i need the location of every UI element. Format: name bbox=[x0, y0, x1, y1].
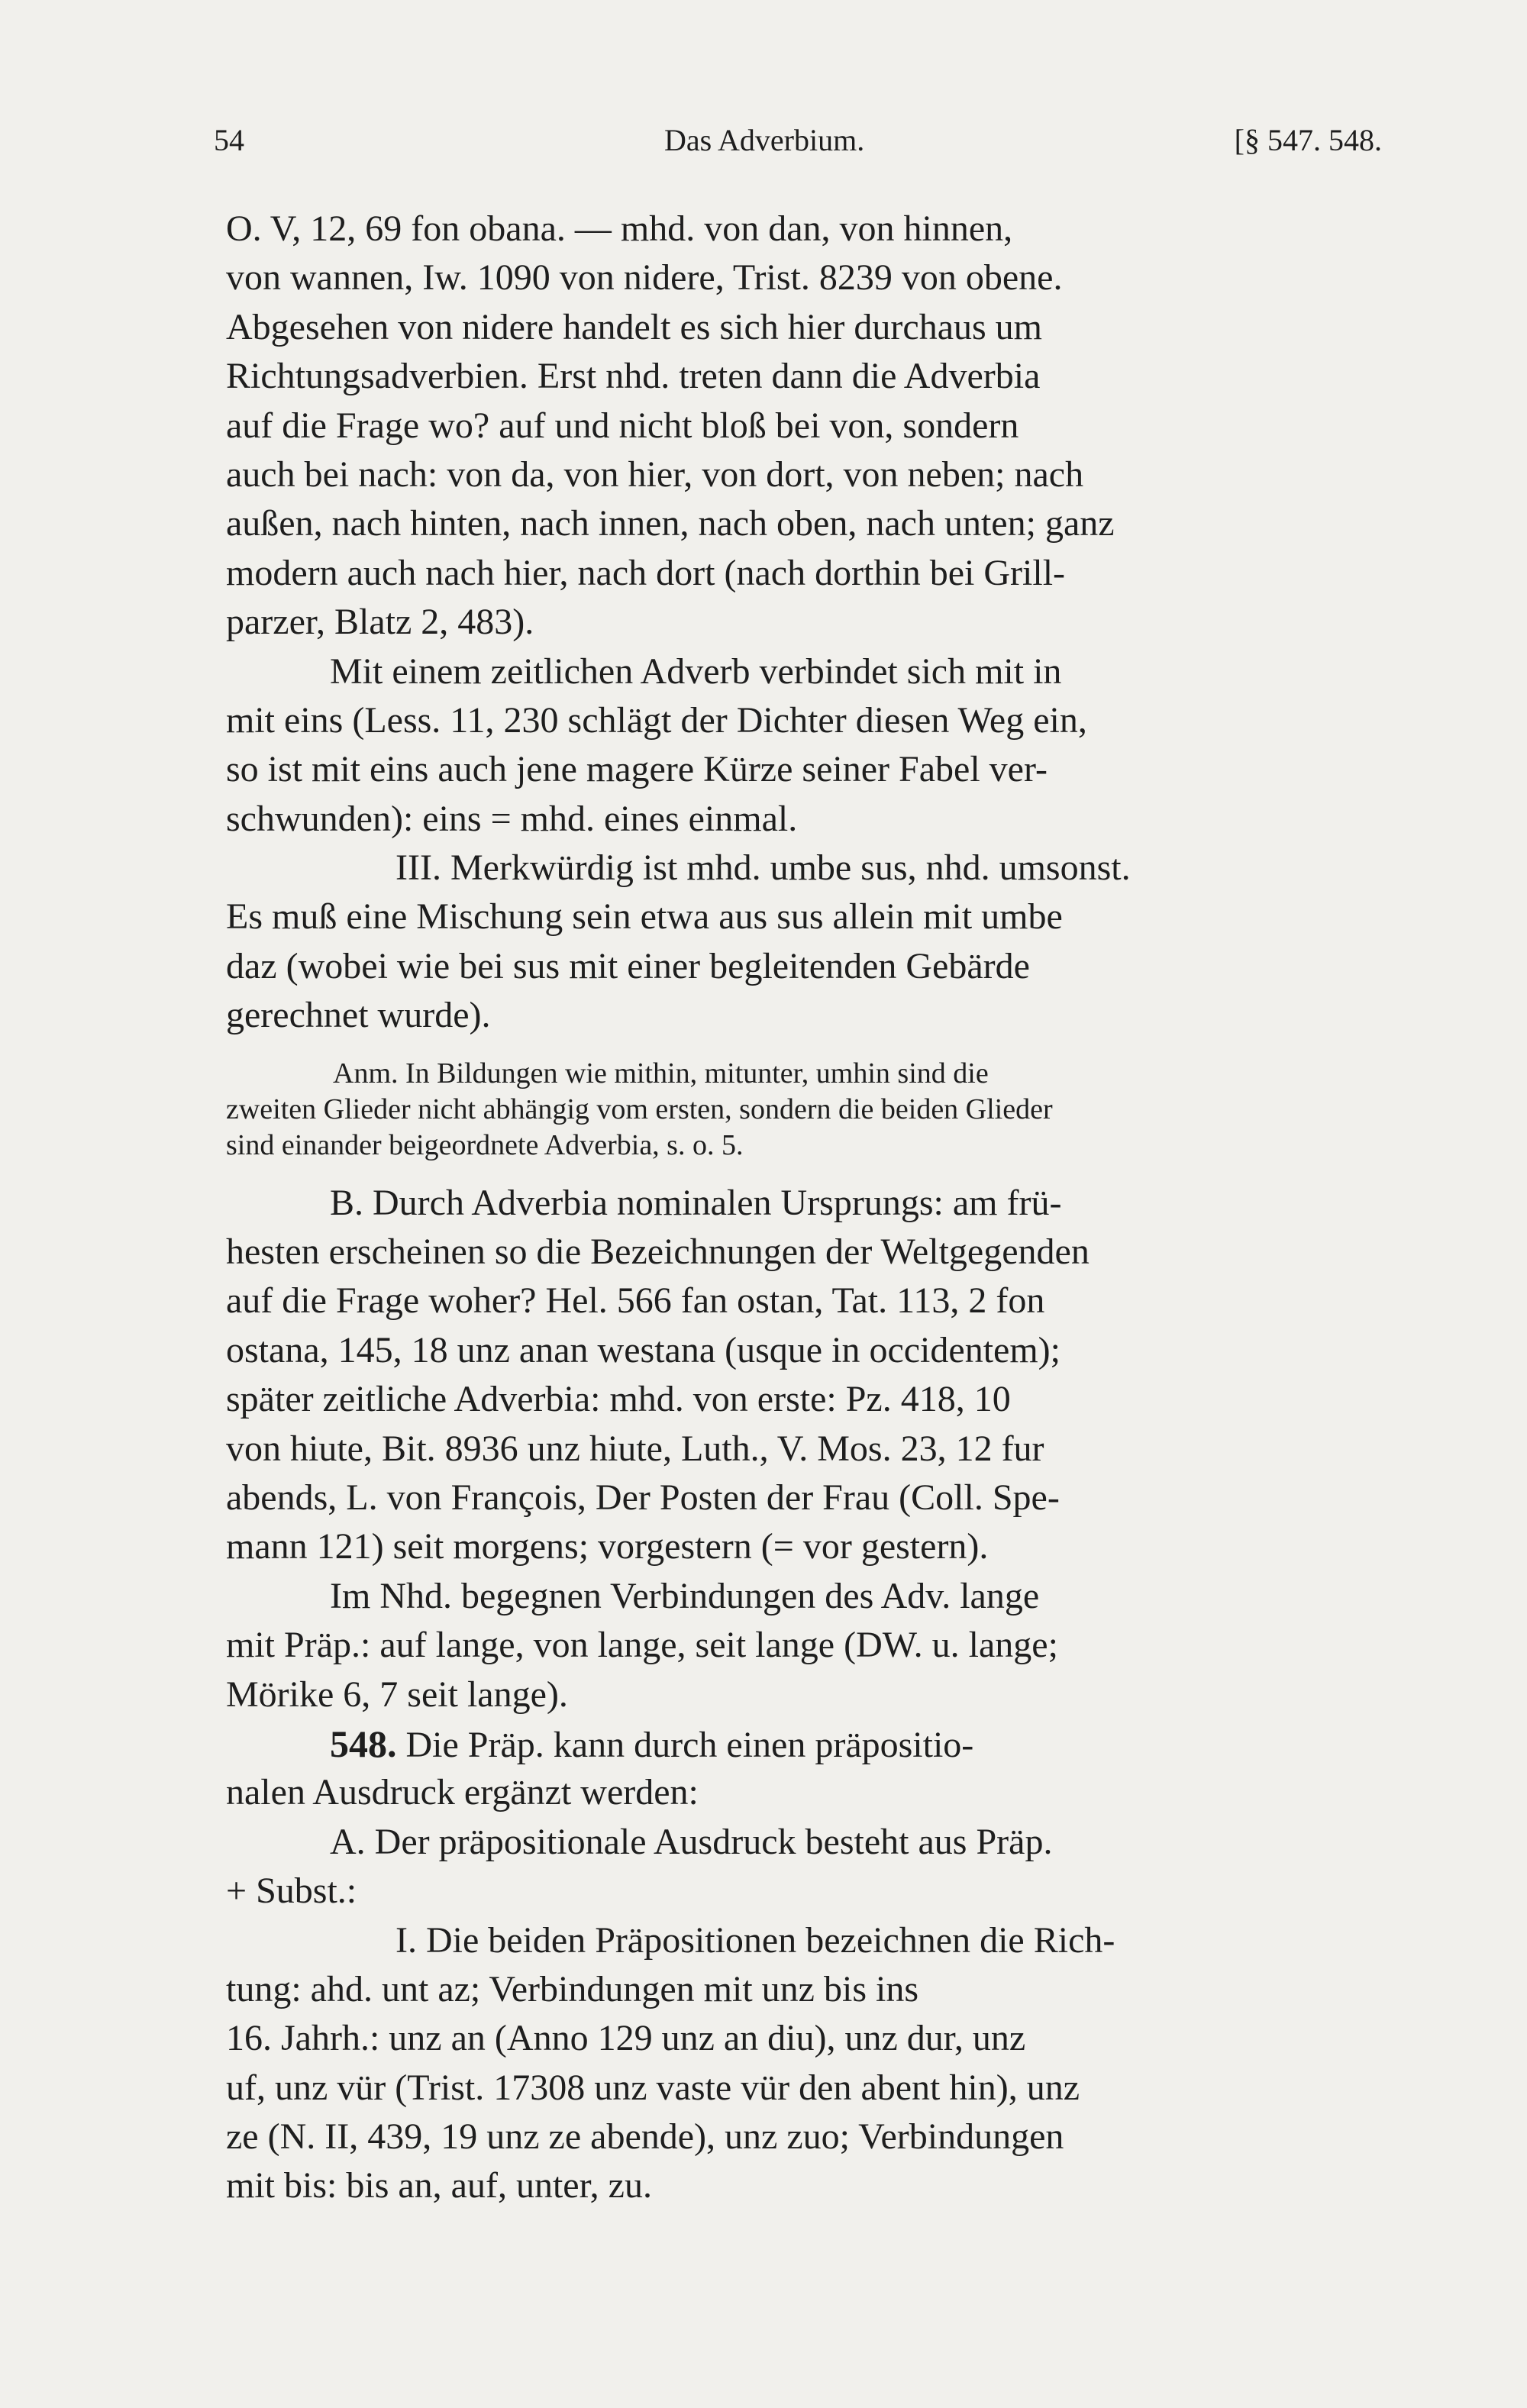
running-header bbox=[214, 122, 1382, 168]
section-heading-text: Die Präp. kann durch einen präpositio- bbox=[396, 1724, 974, 1765]
section-548-heading bbox=[226, 1719, 1382, 1768]
annotation-note bbox=[226, 1056, 1382, 1164]
text-line: so ist mit eins auch jene magere Kürze seiner Fabel ver- bbox=[226, 749, 1048, 790]
note-line: Anm. In Bildungen wie mithin, mitunter, umhin sind die bbox=[333, 1057, 989, 1089]
page-number: 54 bbox=[214, 123, 244, 157]
text-line: Im Nhd. begegnen Verbindungen des Adv. lange bbox=[330, 1575, 1040, 1616]
text-line: uf, unz vür (Trist. 17308 unz vaste vür den abent hin), unz bbox=[226, 2067, 1080, 2108]
text-line: O. V, 12, 69 fon obana. — mhd. von dan, von hinnen, bbox=[226, 208, 1013, 249]
text-line: daz (wobei wie bei sus mit einer begleitenden Gebärde bbox=[226, 945, 1030, 986]
text-line: III. Merkwürdig ist mhd. umbe sus, nhd. umsonst. bbox=[395, 847, 1131, 889]
text-line: parzer, Blatz 2, 483). bbox=[226, 602, 534, 643]
text-line: mann 121) seit morgens; vorgestern (= vor gestern). bbox=[226, 1526, 989, 1567]
text-line: von wannen, Iw. 1090 von nidere, Trist. 8239 von obene. bbox=[226, 257, 1063, 299]
body-text bbox=[226, 205, 1382, 2211]
text-line: ze (N. II, 439, 19 unz ze abende), unz zuo; Verbindungen bbox=[226, 2116, 1064, 2158]
text-line: Es muß eine Mischung sein etwa aus sus allein mit umbe bbox=[226, 896, 1063, 938]
section-reference: [§ 547. 548. bbox=[1234, 123, 1382, 157]
text-line: mit bis: bis an, auf, unter, zu. bbox=[226, 2165, 652, 2206]
text-line: mit eins (Less. 11, 230 schlägt der Dichter diesen Weg ein, bbox=[226, 699, 1087, 741]
text-line: auch bei nach: von da, von hier, von dort, von neben; nach bbox=[226, 454, 1084, 495]
text-line: Mit einem zeitlichen Adverb verbindet sich mit in bbox=[330, 650, 1062, 692]
text-line: 16. Jahrh.: unz an (Anno 129 unz an diu), unz dur, unz bbox=[226, 2018, 1026, 2059]
text-line: modern auch nach hier, nach dort (nach dorthin bei Grill- bbox=[226, 552, 1066, 593]
text-line: Mörike 6, 7 seit lange). bbox=[226, 1674, 568, 1715]
text-line: auf die Frage wo? auf und nicht bloß bei von, sondern bbox=[226, 405, 1019, 446]
note-line: sind einander beigeordnete Adverbia, s. o. 5. bbox=[226, 1128, 744, 1161]
running-title: Das Adverbium. bbox=[664, 123, 865, 157]
text-line: tung: ahd. unt az; Verbindungen mit unz bis ins bbox=[226, 1968, 919, 2009]
section-number: 548. bbox=[330, 1722, 397, 1765]
text-line: später zeitliche Adverbia: mhd. von erste: Pz. 418, 10 bbox=[226, 1379, 1011, 1420]
text-line: ostana, 145, 18 unz anan westana (usque in occidentem); bbox=[226, 1329, 1061, 1370]
text-line: abends, L. von François, Der Posten der Frau (Coll. Spe- bbox=[226, 1477, 1060, 1518]
text-line: I. Die beiden Präpositionen bezeichnen die Rich- bbox=[395, 1919, 1115, 1961]
text-line: mit Präp.: auf lange, von lange, seit lange (DW. u. lange; bbox=[226, 1625, 1058, 1666]
text-line: von hiute, Bit. 8936 unz hiute, Luth., V. Mos. 23, 12 fur bbox=[226, 1428, 1044, 1469]
text-line: nalen Ausdruck ergänzt werden: bbox=[226, 1772, 699, 1813]
text-line: schwunden): eins = mhd. eines einmal. bbox=[226, 798, 798, 839]
text-line: auf die Frage woher? Hel. 566 fan ostan, Tat. 113, 2 fon bbox=[226, 1280, 1045, 1322]
note-line: zweiten Glieder nicht abhängig vom ersten, sondern die beiden Glieder bbox=[226, 1093, 1053, 1125]
text-line: Richtungsadverbien. Erst nhd. treten dann die Adverbia bbox=[226, 356, 1041, 397]
text-line: A. Der präpositionale Ausdruck besteht aus Präp. bbox=[330, 1821, 1053, 1862]
text-line: B. Durch Adverbia nominalen Ursprungs: am frü- bbox=[330, 1182, 1062, 1223]
text-line: außen, nach hinten, nach innen, nach oben, nach unten; ganz bbox=[226, 503, 1115, 544]
text-line: + Subst.: bbox=[226, 1871, 357, 1912]
text-line: hesten erscheinen so die Bezeichnungen der Weltgegenden bbox=[226, 1231, 1090, 1273]
text-line: gerechnet wurde). bbox=[226, 995, 491, 1036]
text-line: Abgesehen von nidere handelt es sich hier durchaus um bbox=[226, 306, 1043, 347]
